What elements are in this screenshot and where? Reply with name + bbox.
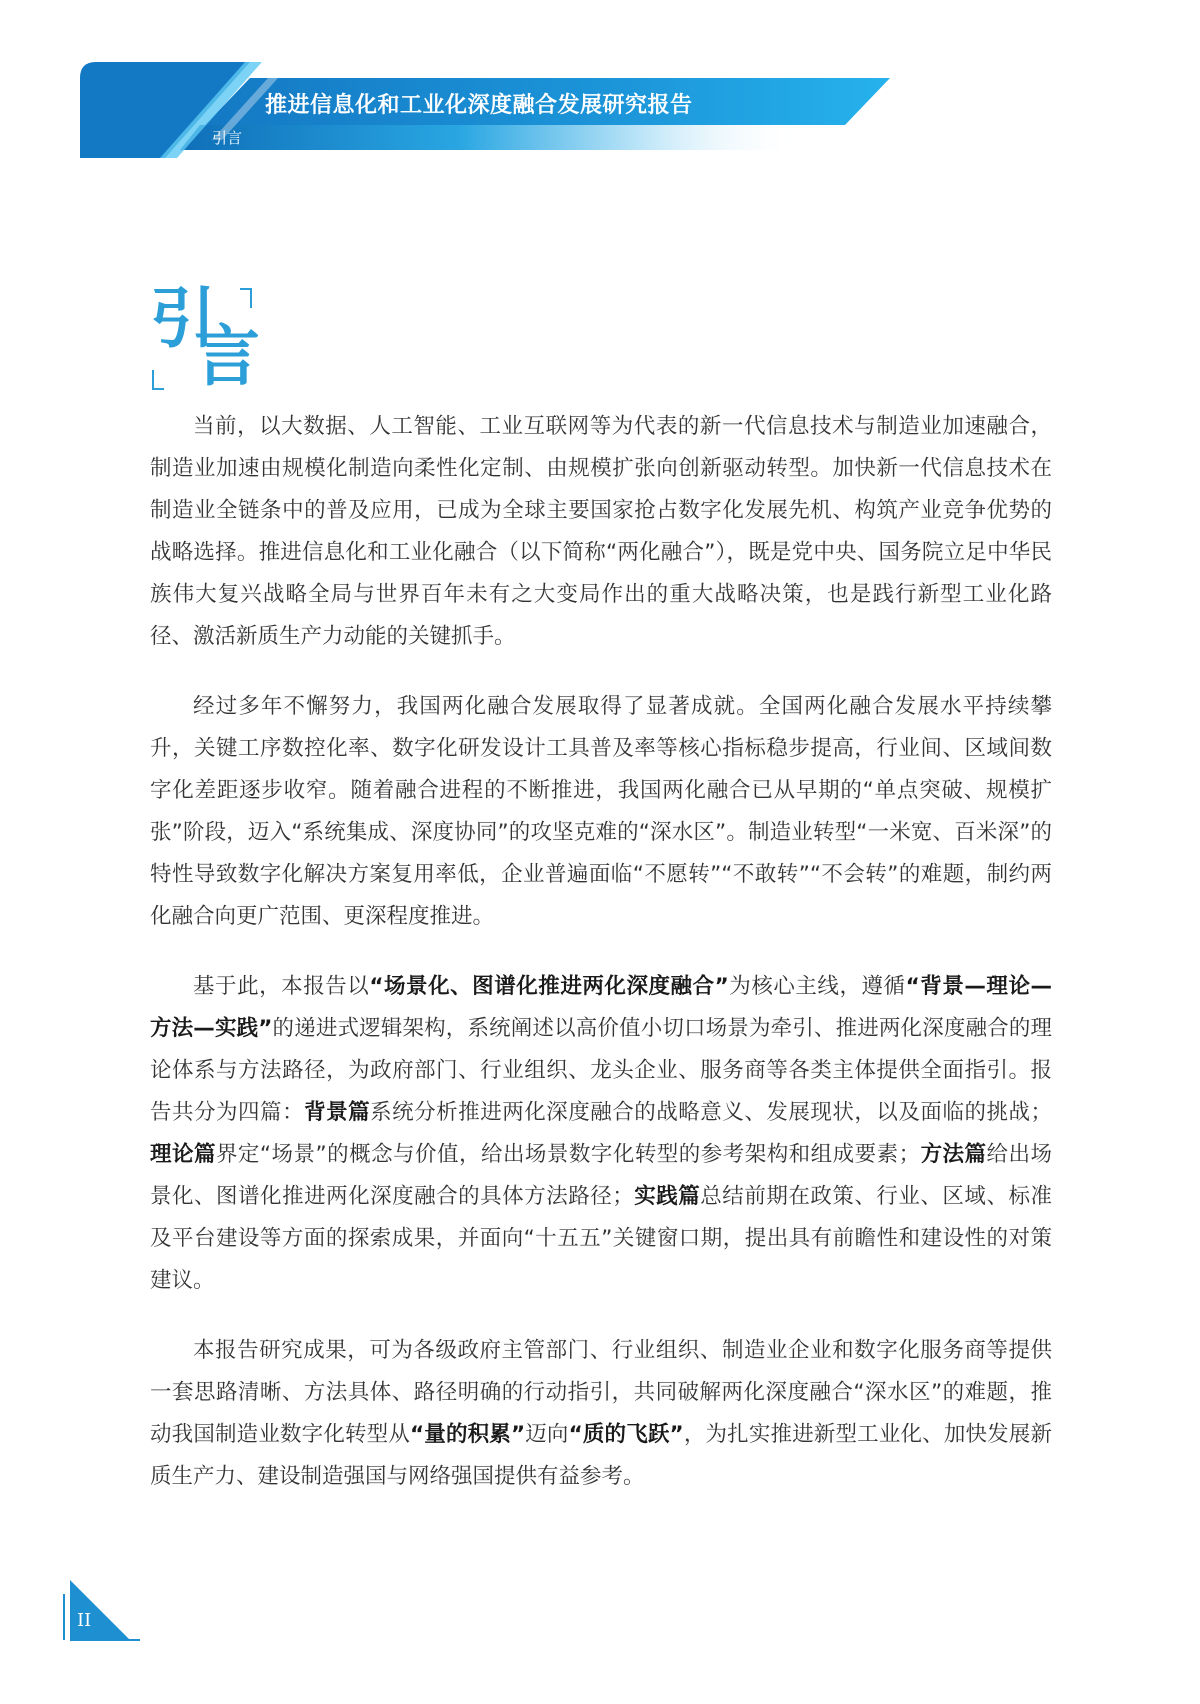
text-run: 基于此，本报告以 (193, 974, 370, 999)
paragraph-4 (150, 1330, 1052, 1498)
emphasis-text: 实践篇 (633, 1184, 701, 1209)
paragraph-2 (150, 686, 1052, 938)
corner-bracket-decoration (152, 370, 164, 390)
text-run: 的递进式逻辑架构，系统阐述以高价值小切口场景为牵引、推进两化深度融合的理论体系与方法路径，为政府部门、行业组织、龙头企业、服务商等各类主体提供全面指引。报告共分为四篇： (150, 1016, 1052, 1125)
heading-char-2: 言 (194, 318, 260, 395)
corner-bracket-decoration (240, 288, 252, 308)
paragraph-3 (150, 966, 1052, 1302)
emphasis-text: 理论篇 (150, 1142, 216, 1167)
page-corner-graphic (60, 1570, 160, 1650)
page-header (0, 0, 1200, 170)
emphasis-text: “量的积累” (409, 1422, 526, 1447)
report-title: 推进信息化和工业化深度融合发展研究报告 (265, 93, 693, 118)
header-banner-graphic (0, 0, 1200, 170)
text-run: 经过多年不懈努力，我国两化融合发展取得了显著成就。全国两化融合发展水平持续攀升，关键工序数控化率、数字化研发设计工具普及率等核心指标稳步提高，行业间、区域间数字化差距逐步收窄。随着融合进程的不断推进，我国两化融合已从早期的“单点突破、规模扩张”阶段，迈入“系统集成、深度协同”的攻坚克难的“深水区”。制造业转型“一米宽、百米深”的特性导致数字化解决方案复用率低，企业普遍面临“不愿转”“不敢转”“不会转”的难题，制约两化融合向更广范围、更深程度推进。 (150, 694, 1052, 929)
emphasis-text: “质的飞跃” (568, 1422, 684, 1447)
emphasis-text: “场景化、图谱化推进两化深度融合” (369, 974, 729, 999)
text-run: 迈向 (525, 1422, 569, 1447)
text-run: ，为扎实推进新型工业化、加快发展新质生产力、建设制造强国与网络强国提供有益参考。 (150, 1422, 1052, 1489)
section-label: 引言 (212, 129, 243, 147)
heading-char-1: 引 (150, 280, 216, 357)
text-run: 系统分析推进两化深度融合的战略意义、发展现状，以及面临的挑战； (370, 1100, 1052, 1125)
emphasis-text: “背景—理论—方法—实践” (150, 974, 1052, 1041)
page-footer (60, 1570, 160, 1650)
text-run: 界定“场景”的概念与价值，给出场景数字化转型的参考架构和组成要素； (215, 1142, 921, 1167)
section-heading (150, 280, 260, 396)
text-run: 本报告研究成果，可为各级政府主管部门、行业组织、制造业企业和数字化服务商等提供一套思路清晰、方法具体、路径明确的行动指引，共同破解两化深度融合“深水区”的难题，推动我国制造业数字化转型从 (150, 1338, 1052, 1447)
emphasis-text: 背景篇 (304, 1100, 371, 1125)
body-content (150, 406, 1052, 1526)
page-number: II (77, 1610, 92, 1631)
text-run: 为核心主线，遵循 (728, 974, 906, 999)
emphasis-text: 方法篇 (920, 1142, 987, 1167)
text-run: 当前，以大数据、人工智能、工业互联网等为代表的新一代信息技术与制造业加速融合，制造业加速由规模化制造向柔性化定制、由规模扩张向创新驱动转型。加快新一代信息技术在制造业全链条中的普及应用，已成为全球主要国家抢占数字化发展先机、构筑产业竞争优势的战略选择。推进信息化和工业化融合（以下简称“两化融合”），既是党中央、国务院立足中华民族伟大复兴战略全局与世界百年未有之大变局作出的重大战略决策，也是践行新型工业化路径、激活新质生产力动能的关键抓手。 (150, 414, 1052, 649)
text-run: 给出场景化、图谱化推进两化深度融合的具体方法路径； (150, 1142, 1052, 1209)
paragraph-1 (150, 406, 1052, 658)
text-run: 总结前期在政策、行业、区域、标准及平台建设等方面的探索成果，并面向“十五五”关键窗口期，提出具有前瞻性和建设性的对策建议。 (150, 1184, 1052, 1293)
